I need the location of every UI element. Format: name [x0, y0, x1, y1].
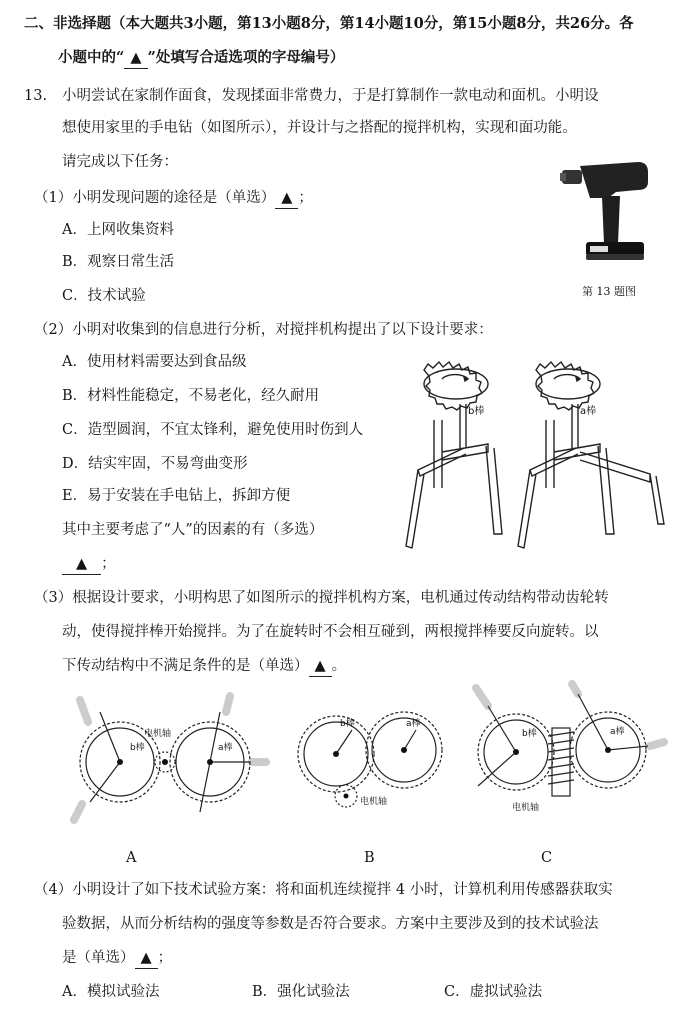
part1-stem [34, 188, 313, 209]
figure-label-a: A [126, 850, 137, 866]
intro-line-3: 请完成以下任务： [62, 154, 178, 170]
intro-line-1: 小明尝试在家制作面食，发现揉面非常费力，于是打算制作一款电动和面机。小明设 [62, 88, 599, 104]
part2-option-a: A．使用材料需要达到食品级 [62, 354, 247, 370]
transmission-option-c-figure [468, 686, 668, 816]
part4-line-2: 验数据，从而分析结构的强度等参数是否符合要求。方案中主要涉及到的技术试验法 [62, 916, 599, 932]
instruction-text-a: 小题中的“ [58, 49, 125, 66]
opt-a-b-label: b棒 [130, 743, 145, 753]
question-number: 13. [24, 88, 48, 104]
part2-option-b: B．材料性能稳定，不易老化，经久耐用 [62, 388, 320, 404]
part3-question: 下传动结构中不满足条件的是（单选） [62, 658, 309, 674]
instruction-text-b: ”处填写合适选项的字母编号） [147, 49, 345, 66]
part1-question: （1）小明发现问题的途径是（单选） [34, 190, 276, 206]
part2-answer [62, 554, 116, 575]
opt-b-b-label: b棒 [340, 719, 355, 729]
part2-option-d: D．结实牢固，不易弯曲变形 [62, 456, 248, 472]
part4-line-3 [62, 948, 172, 969]
part2-tail: ； [101, 556, 116, 572]
part2-option-c: C．造型圆润，不宜太锋利，避免使用时伤到人 [62, 422, 364, 438]
stirring-mechanism-figure [398, 348, 666, 562]
power-drill-figure [560, 148, 670, 278]
part3-tail: 。 [331, 658, 347, 674]
part4-answer-blank[interactable]: ▲ [135, 948, 158, 969]
figure-caption: 第 13 题图 [582, 285, 636, 298]
part2-ask: 其中主要考虑了“人”的因素的有（多选） [62, 522, 324, 538]
part1-tail: ； [298, 190, 313, 206]
section-heading: 二、非选择题（本大题共3小题，第13小题8分，第14小题10分，第15小题8分，共26分。各 [24, 15, 634, 32]
part2-stem: （2）小明对收集到的信息进行分析，对搅拌机构提出了以下设计要求： [34, 322, 493, 338]
part4-option-b: B．强化试验法 [252, 984, 350, 1000]
part3-line-1: （3）根据设计要求，小明构思了如图所示的搅拌机构方案，电机通过传动结构带动齿轮转 [34, 590, 609, 606]
part4-option-a: A．模拟试验法 [62, 984, 160, 1000]
part4-question: 是（单选） [62, 950, 135, 966]
figure-label-b: B [364, 850, 375, 866]
opt-a-a-label: a棒 [218, 743, 233, 753]
part4-line-1: （4）小明设计了如下技术试验方案：将和面机连续搅拌 4 小时，计算机利用传感器获取实 [34, 882, 613, 898]
transmission-option-a-figure [70, 692, 270, 842]
opt-b-motor-label: 电机轴 [360, 797, 388, 807]
answer-blank: ▲ [124, 48, 147, 69]
opt-a-motor-label: 电机轴 [144, 729, 172, 739]
part1-answer-blank[interactable]: ▲ [275, 188, 298, 209]
part3-answer-blank[interactable]: ▲ [309, 656, 332, 677]
part2-answer-blank[interactable]: ▲ [62, 554, 101, 575]
opt-c-b-label: b棒 [522, 729, 537, 739]
part1-option-a: A．上网收集资料 [62, 222, 174, 238]
opt-b-a-label: a棒 [406, 719, 421, 729]
part1-option-b: B．观察日常生活 [62, 254, 175, 270]
part4-option-c: C．虚拟试验法 [444, 984, 543, 1000]
part4-tail: ； [157, 950, 173, 966]
rod-b-label: b棒 [468, 406, 485, 417]
part3-line-3 [62, 656, 346, 677]
opt-c-motor-label: 电机轴 [512, 803, 540, 813]
part1-option-c: C．技术试验 [62, 288, 146, 304]
part3-line-2: 动，使得搅拌棒开始搅拌。为了在旋转时不会相互碰到，两根搅拌棒要反向旋转。以 [62, 624, 599, 640]
rod-a-label: a棒 [580, 406, 597, 417]
opt-c-a-label: a棒 [610, 727, 625, 737]
transmission-option-b-figure [292, 700, 452, 820]
intro-line-2: 想使用家里的手电钻（如图所示），并设计与之搭配的搅拌机构，实现和面功能。 [62, 120, 577, 136]
part2-option-e: E．易于安装在手电钻上，拆卸方便 [62, 488, 291, 504]
section-instruction [58, 48, 344, 69]
figure-label-c: C [541, 850, 553, 866]
